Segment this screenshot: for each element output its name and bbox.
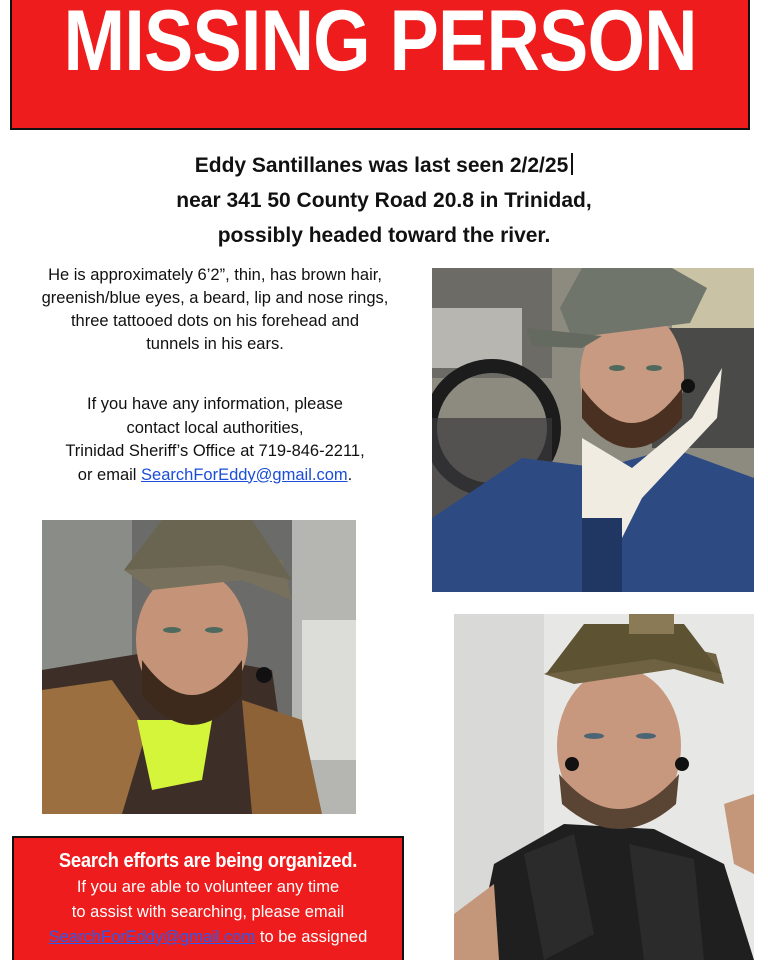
page-title: MISSING PERSON (63, 0, 697, 89)
search-line-3 (14, 925, 402, 950)
contact-email-link[interactable]: SearchForEddy@gmail.com (141, 465, 348, 484)
photo-in-car-denim-jacket (432, 268, 754, 592)
search-body (14, 875, 402, 950)
last-seen-line-1 (0, 148, 768, 183)
last-seen-line-3: possibly headed toward the river. (217, 224, 551, 247)
contact-email-prefix: or email (77, 465, 137, 484)
description-line-3: three tattooed dots on his forehead and (70, 312, 360, 330)
search-line-1: If you are able to volunteer any time (76, 878, 340, 896)
header-banner (10, 0, 750, 130)
physical-description (0, 264, 430, 356)
description-line-2: greenish/blue eyes, a beard, lip and nose rings, (41, 289, 389, 307)
search-email-link[interactable]: SearchForEddy@gmail.com (48, 928, 256, 946)
search-line-3-suffix: to be assigned (255, 928, 368, 946)
contact-line-2: contact local authorities, (126, 418, 304, 437)
search-heading: Search efforts are being organized. (58, 850, 358, 872)
contact-line-4 (0, 464, 430, 488)
photo-selfie-tan-jacket (42, 520, 356, 814)
photo-2-image (42, 520, 356, 814)
text-cursor (571, 153, 573, 175)
description-line-4: tunnels in his ears. (146, 335, 284, 353)
contact-line-1: If you have any information, please (87, 395, 343, 413)
last-seen-date-text: Eddy Santillanes was last seen 2/2/25 (194, 154, 569, 177)
contact-email-suffix: . (347, 465, 353, 484)
photo-1-image (432, 268, 754, 592)
contact-info (0, 393, 430, 487)
description-line-1: He is approximately 6’2”, thin, has brown hair, (48, 266, 382, 284)
photo-3-image (454, 614, 754, 960)
search-efforts-box (12, 836, 404, 960)
search-line-2: to assist with searching, please email (71, 903, 345, 921)
last-seen-block (0, 148, 768, 253)
photo-black-vest (454, 614, 754, 960)
contact-line-3: Trinidad Sheriff’s Office at 719-846-2211, (65, 442, 365, 460)
last-seen-line-2: near 341 50 County Road 20.8 in Trinidad, (176, 189, 592, 212)
